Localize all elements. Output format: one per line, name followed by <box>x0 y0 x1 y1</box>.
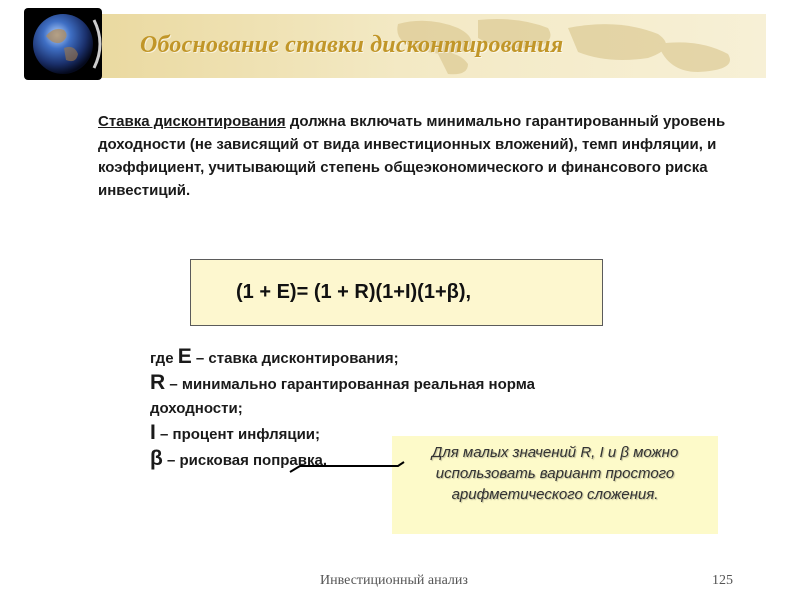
footer-course: Инвестиционный анализ <box>320 573 468 588</box>
globe-icon <box>24 8 102 80</box>
formula: (1 + E)= (1 + R)(1+I)(1+β), <box>236 281 472 303</box>
page-number: 125 <box>712 573 733 588</box>
legend-symbol: I <box>150 421 156 444</box>
legend-item-e <box>150 345 650 371</box>
intro-paragraph <box>98 110 738 202</box>
intro-term: Ставка дисконтирования <box>98 113 286 130</box>
legend-symbol: β <box>150 447 163 470</box>
legend-prefix: где <box>150 350 178 367</box>
legend-text: – процент инфляции; <box>155 426 321 443</box>
legend-text: – ставка дисконтирования; <box>191 350 399 367</box>
legend-item-r <box>150 371 630 421</box>
intro-text: должна включать минимально гарантированный уровень доходности (не зависящий от вида инвестиционных вложений), темп инфляции, и коэффициент, учитывающий степень общеэкономического и финансового риска инвестиций. <box>98 113 726 199</box>
legend-text: – минимально гарантированная реальная норма доходности; <box>150 376 535 417</box>
legend-symbol: E <box>177 345 192 368</box>
globe-logo <box>24 8 102 80</box>
legend-symbol: R <box>150 371 166 394</box>
note-text: Для малых значений R, I и β можно использовать вариант простого арифметического сложения. <box>431 444 679 503</box>
slide-title: Обоснование ставки дисконтирования <box>140 32 564 58</box>
legend-text: – рисковая поправка. <box>162 452 328 469</box>
